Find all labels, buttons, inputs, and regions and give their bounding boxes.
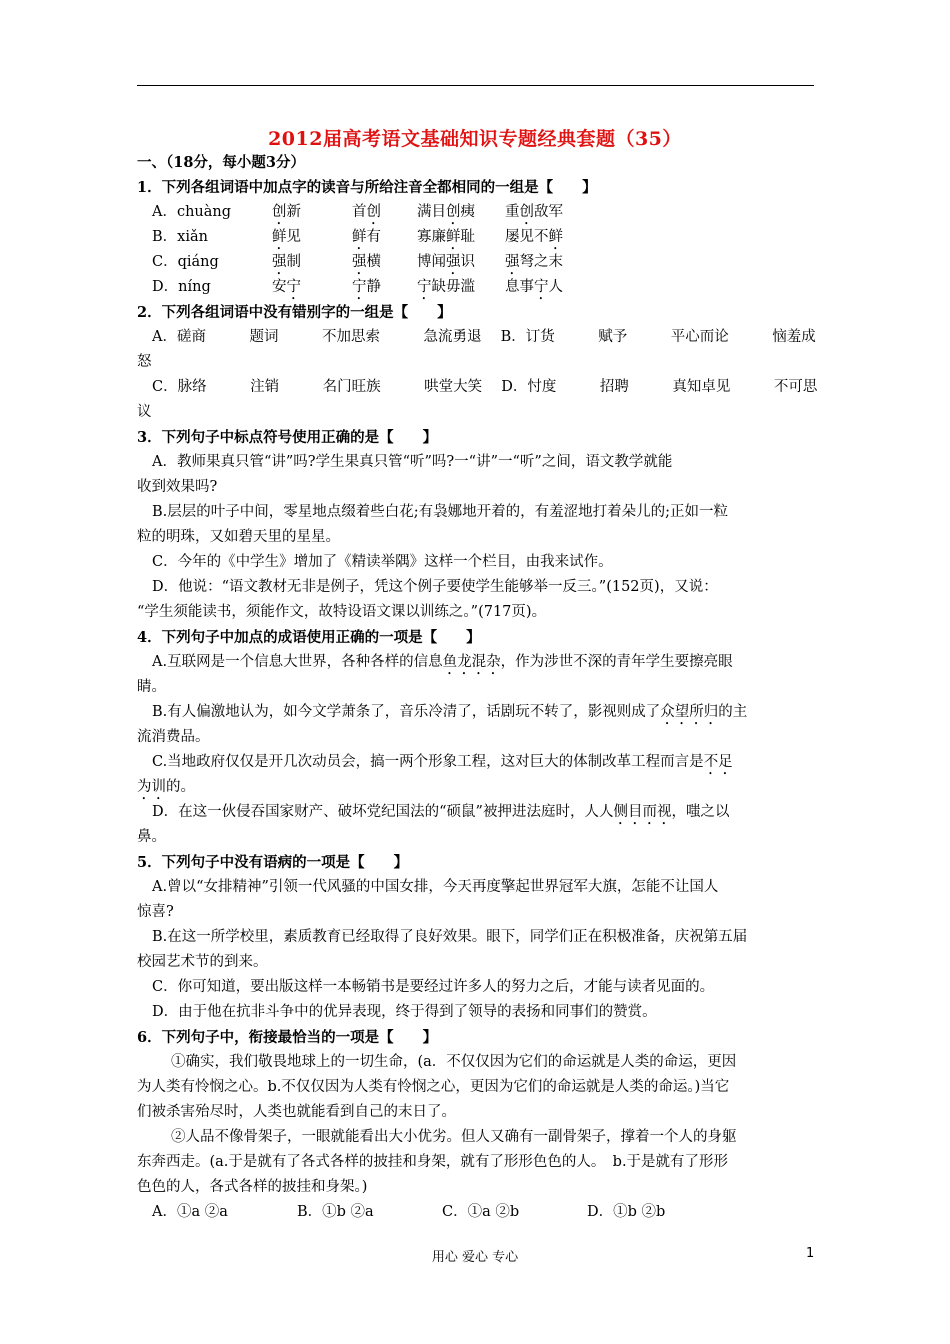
question-5-option-d: D．由于他在抗非斗争中的优异表现，终于得到了领导的表扬和同事们的赞赏。: [152, 1004, 657, 1020]
question-4-option-b-cont: 流消费品。: [137, 729, 210, 745]
question-3-option-a: A．教师果真只管“讲”吗?学生果真只管“听”吗?一“讲”一“听”之间，语文教学就能: [152, 454, 673, 470]
question-4-option-a-cont: 睛。: [137, 679, 166, 695]
dotted-character: 强: [352, 254, 367, 270]
option-label: A．chuàng: [152, 204, 232, 220]
question-5-option-c: C．你可知道，要出版这样一本畅销书是要经过许多人的努力之后，才能与读者见面的。: [152, 979, 715, 995]
question-4-option-c: C.当地政府仅仅是开几次动员会，搞一两个形象工程，这对巨大的体制改革工程而言是不足: [152, 754, 733, 770]
option-word: 寡廉鲜耻: [417, 225, 505, 250]
question-4-option-d-cont: 鼻。: [137, 829, 166, 845]
question-5-option-a-cont: 惊喜?: [137, 904, 174, 920]
question-3-option-d-cont: “学生须能读书，须能作文，故特设语文课以训练之。”(717页)。: [137, 604, 547, 620]
question-2-line-2: C．脉络 注销 名门旺族 哄堂大笑 D．忖度 招聘 真知卓见 不可思: [152, 379, 818, 395]
question-1-option-row: [137, 200, 815, 225]
question-1-stem: 1．下列各组词语中加点字的读音与所给注音全都相同的一组是【 】: [137, 179, 597, 196]
dotted-character: 鲜: [352, 229, 367, 245]
dotted-character: 创: [366, 204, 381, 220]
question-2-line-1-cont: 怒: [137, 354, 152, 370]
choice-b: B．①b ②a: [297, 1204, 374, 1220]
question-5-option-a: A.曾以“女排精神”引领一代风骚的中国女排，今天再度擎起世界冠军大旗，怎能不让国人: [152, 879, 719, 895]
option-word: 满目创痍: [417, 200, 505, 225]
option-word: 鲜有: [352, 225, 417, 250]
option-word: 安宁: [272, 275, 352, 300]
question-2-stem: 2．下列各组词语中没有错别字的一组是【 】: [137, 304, 452, 321]
question-1-options: [137, 200, 815, 300]
dotted-idiom: 侧目而视: [613, 804, 672, 820]
option-word: 强横: [352, 250, 417, 275]
dotted-character: 宁: [352, 279, 367, 295]
option-word: 博闻强识: [417, 250, 505, 275]
dotted-idiom: 众望所归: [660, 704, 719, 720]
dotted-character: 强: [505, 254, 520, 270]
question-6-passage-2-cont: 色色的人，各式各样的披挂和身架。): [137, 1179, 368, 1195]
choice-a: A．①a ②a: [152, 1204, 228, 1220]
question-2-line-2-cont: 议: [137, 404, 152, 420]
dotted-idiom: 鱼龙混杂: [442, 654, 501, 670]
question-2-line-1: A．磋商 题词 不加思索 急流勇退 B．订货 赋予 平心而论 恼羞成: [152, 329, 816, 345]
dotted-character: 鲜: [548, 229, 563, 245]
dotted-character: 鲜: [446, 229, 461, 245]
option-word: 屡见不鲜: [505, 225, 615, 250]
dotted-character: 宁: [286, 279, 301, 295]
question-6-passage-1-cont: 们被杀害殆尽时，人类也就能看到自己的末日了。: [137, 1104, 456, 1120]
dotted-character: 创: [519, 204, 534, 220]
option-word: 重创敌军: [505, 200, 615, 225]
question-3-option-b: B.层层的叶子中间，零星地点缀着些白花;有袅娜地开着的，有羞涩地打着朵儿的;正如一粒: [152, 504, 729, 520]
option-word: 创新: [272, 200, 352, 225]
choice-d: D．①b ②b: [587, 1204, 666, 1220]
question-4-stem: 4．下列句子中加点的成语使用正确的一项是【 】: [137, 629, 481, 646]
question-5-option-b-cont: 校园艺术节的到来。: [137, 954, 268, 970]
option-word: 强制: [272, 250, 352, 275]
question-3-stem: 3．下列句子中标点符号使用正确的是【 】: [137, 429, 438, 446]
dotted-idiom: 不足: [703, 754, 733, 770]
header-rule: [137, 85, 814, 86]
dotted-character: 强: [446, 254, 461, 270]
dotted-character: 宁: [534, 279, 549, 295]
question-1-option-row: [137, 275, 815, 300]
question-6-stem: 6．下列句子中，衔接最恰当的一项是【 】: [137, 1029, 438, 1046]
question-6-choices: [137, 1200, 815, 1225]
question-6-passage-2-cont: 东奔西走。(a.于是就有了各式各样的披挂和身架，就有了形形色色的人。 b.于是就有了形形: [137, 1154, 729, 1170]
document-title: 2012届高考语文基础知识专题经典套题（35）: [268, 128, 682, 150]
question-5-stem: 5．下列句子中没有语病的一项是【 】: [137, 854, 409, 871]
dotted-character: 鲜: [272, 229, 287, 245]
page-footer: 用心 爱心 专心: [431, 1250, 519, 1265]
option-word: 宁缺毋滥: [417, 275, 505, 300]
document-body: [137, 150, 818, 1225]
dotted-character: 创: [272, 204, 287, 220]
question-3-option-d: D．他说：“语文教材无非是例子，凭这个例子要使学生能够举一反三。”(152页)，又说：: [152, 579, 718, 595]
option-label: D．níng: [152, 279, 211, 295]
question-3-option-b-cont: 粒的明珠，又如碧天里的星星。: [137, 529, 340, 545]
question-4-option-b: B.有人偏激地认为，如今文学萧条了，音乐冷清了，话剧玩不转了，影视则成了众望所归的主: [152, 704, 748, 720]
section-heading: 一、（18分，每小题3分）: [137, 154, 306, 171]
question-6-passage-1-cont: 为人类有怜悯之心。b.不仅仅因为人类有怜悯之心，更因为它们的命运就是人类的命运。)当它: [137, 1079, 730, 1095]
question-1-option-row: [137, 250, 815, 275]
question-5-option-b: B.在这一所学校里，素质教育已经取得了良好效果。眼下，同学们正在积极准备，庆祝第五届: [152, 929, 748, 945]
page-number: 1: [806, 1246, 815, 1261]
question-1-option-row: [137, 225, 815, 250]
question-4-option-d: D．在这一伙侵吞国家财产、破坏党纪国法的“硕鼠”被押进法庭时，人人侧目而视，嗤之以: [152, 804, 730, 820]
option-label: B．xiǎn: [152, 229, 208, 245]
question-4-option-c-cont: 为训的。: [137, 779, 195, 795]
option-word: 强弩之末: [505, 250, 615, 275]
question-4-option-a: A.互联网是一个信息大世界，各种各样的信息鱼龙混杂，作为涉世不深的青年学生要擦亮眼: [152, 654, 733, 670]
option-word: 宁静: [352, 275, 417, 300]
dotted-character: 强: [272, 254, 287, 270]
question-6-passage-2: ②人品不像骨架子，一眼就能看出大小优劣。但人又确有一副骨架子，撑着一个人的身躯: [171, 1129, 737, 1145]
question-3-option-a-cont: 收到效果吗?: [137, 479, 218, 495]
option-word: 首创: [352, 200, 417, 225]
dotted-character: 创: [446, 204, 461, 220]
dotted-character: 宁: [417, 279, 432, 295]
dotted-idiom: 为训: [137, 779, 166, 795]
option-label: C．qiáng: [152, 254, 219, 270]
question-3-option-c: C．今年的《中学生》增加了《精读举隅》这样一个栏目，由我来试作。: [152, 554, 613, 570]
option-word: 息事宁人: [505, 275, 615, 300]
question-6-passage-1: ①确实，我们敬畏地球上的一切生命，(a．不仅仅因为它们的命运就是人类的命运，更因: [171, 1054, 737, 1070]
choice-c: C．①a ②b: [442, 1204, 520, 1220]
option-word: 鲜见: [272, 225, 352, 250]
